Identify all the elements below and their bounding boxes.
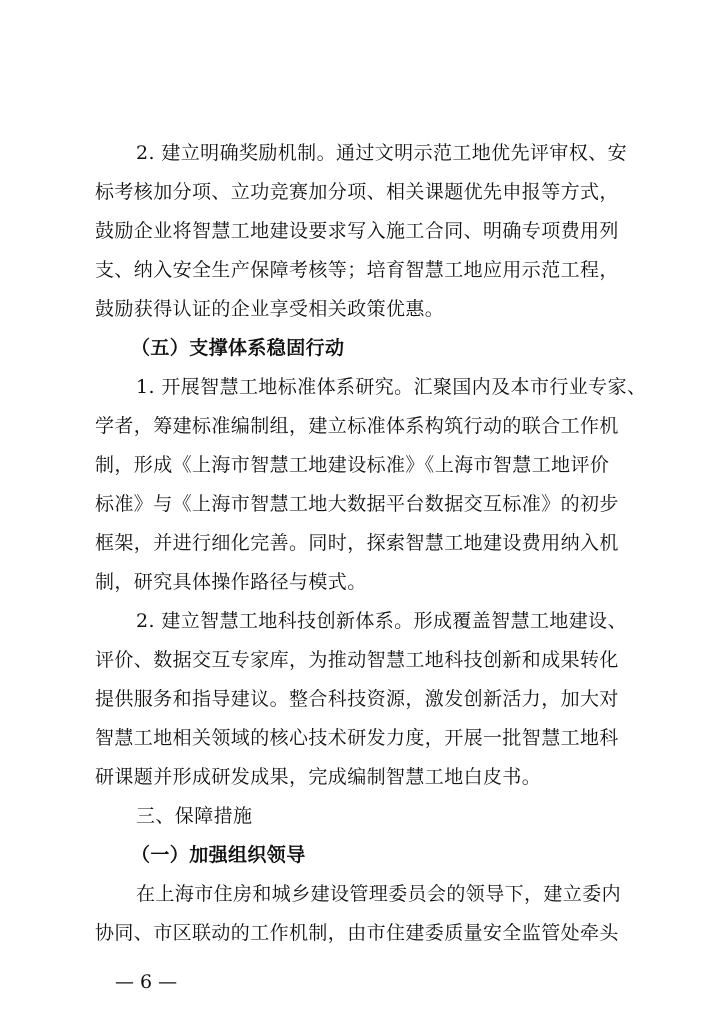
paragraph-line: 框架，并进行细化完善。同时，探索智慧工地建设费用纳入机 [95, 532, 619, 554]
paragraph-line: 1. 开展智慧工地标准体系研究。汇聚国内及本市行业专家、 [136, 376, 647, 398]
paragraph-line: 支、纳入安全生产保障考核等；培育智慧工地应用示范工程， [95, 259, 619, 281]
paragraph-line: 研课题并形成研发成果，完成编制智慧工地白皮书。 [95, 766, 542, 788]
paragraph-line: 提供服务和指导建议。整合科技资源，激发创新活力，加大对 [95, 688, 619, 710]
paragraph-line: 制，形成《上海市智慧工地建设标准》《上海市智慧工地评价 [95, 454, 610, 476]
paragraph-line: 标考核加分项、立功竞赛加分项、相关课题优先申报等方式， [95, 181, 619, 203]
paragraph-line: 学者，筹建标准编制组，建立标准体系构筑行动的联合工作机 [95, 415, 619, 437]
section-heading: （一）加强组织领导 [131, 844, 306, 866]
paragraph-line: 鼓励获得认证的企业享受相关政策优惠。 [95, 298, 445, 320]
chapter-heading: 三、保障措施 [136, 805, 253, 827]
paragraph-line: 智慧工地相关领域的核心技术研发力度，开展一批智慧工地科 [95, 727, 619, 749]
paragraph-line: 评价、数据交互专家库，为推动智慧工地科技创新和成果转化 [95, 649, 619, 671]
page-number: — 6 — [115, 971, 178, 993]
paragraph-line: 2. 建立明确奖励机制。通过文明示范工地优先评审权、安 [136, 142, 627, 164]
paragraph-line: 标准》与《上海市智慧工地大数据平台数据交互标准》的初步 [95, 493, 619, 515]
paragraph-line: 鼓励企业将智慧工地建设要求写入施工合同、明确专项费用列 [95, 220, 619, 242]
section-heading: （五）支撑体系稳固行动 [131, 337, 345, 359]
paragraph-line: 2. 建立智慧工地科技创新体系。形成覆盖智慧工地建设、 [136, 610, 627, 632]
paragraph-line: 制，研究具体操作路径与模式。 [95, 571, 367, 593]
paragraph-line: 在上海市住房和城乡建设管理委员会的领导下，建立委内 [136, 883, 622, 905]
paragraph-line: 协同、市区联动的工作机制，由市住建委质量安全监管处牵头 [95, 922, 619, 944]
